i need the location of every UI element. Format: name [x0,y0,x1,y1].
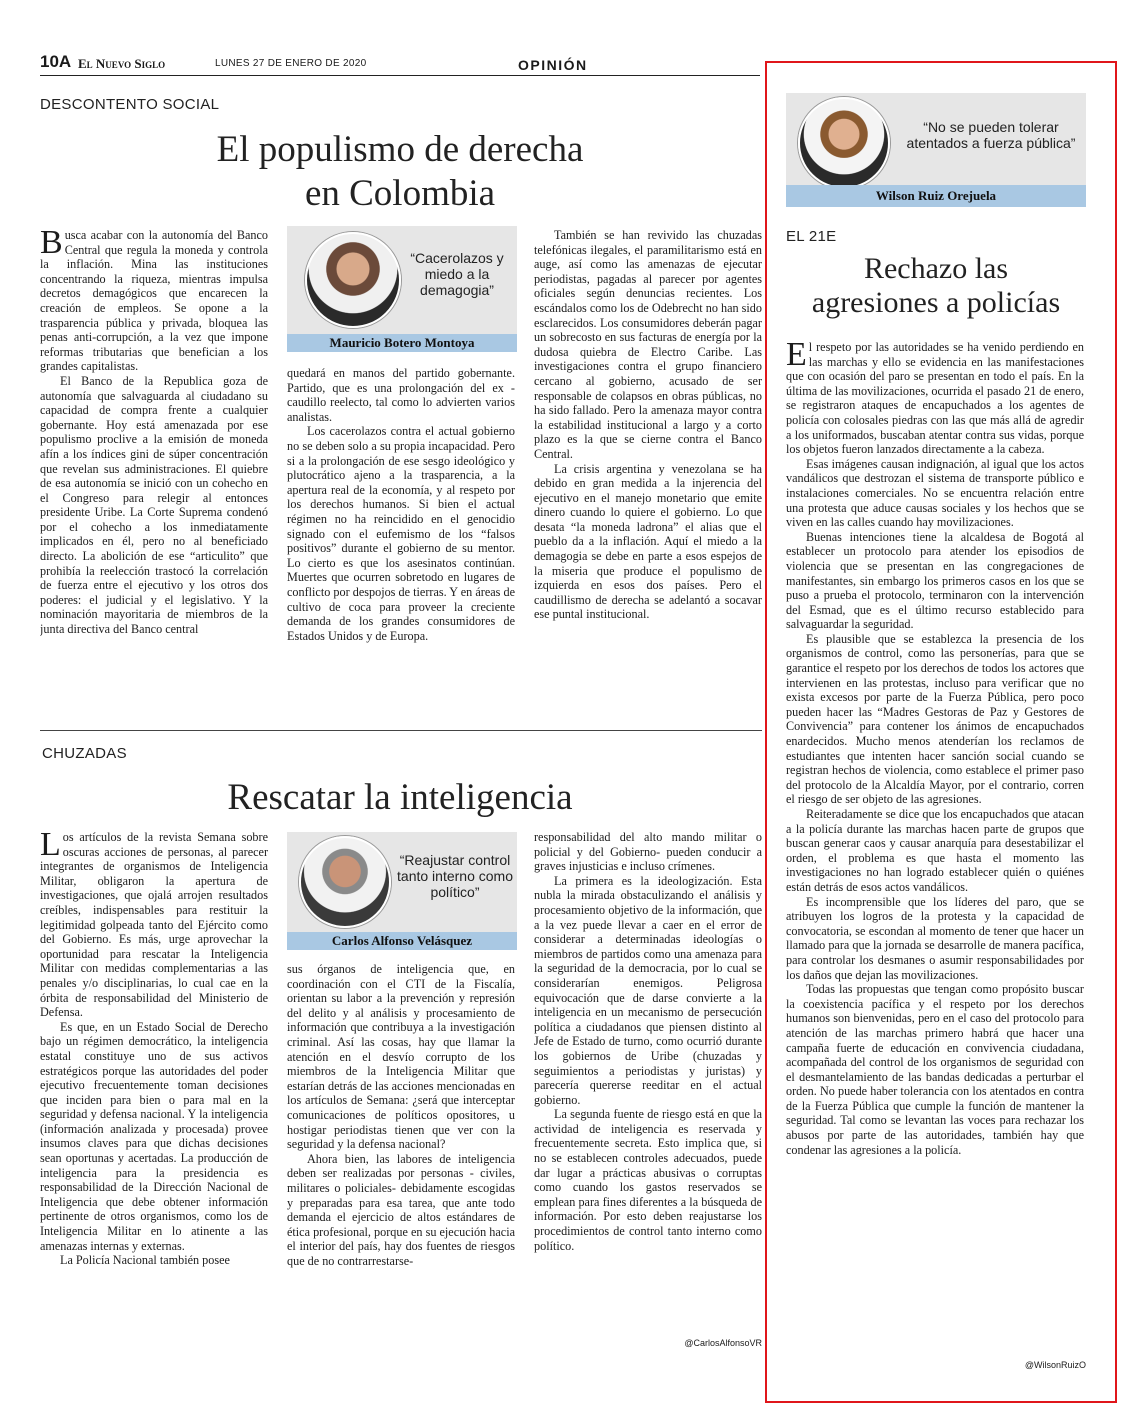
article2-column-3 [534,830,762,1338]
article3-title-line1: Rechazo las [863,252,1009,285]
article3-title [780,252,1092,320]
article3-body [786,340,1084,1354]
article1-title-line2: en Colombia [304,173,496,214]
article1-col2-p2: Los cacerolazos contra el actual gobierno no se deben solo a su propia incapacidad. Pero si a la prolongación de ese sesgo ideológico y plutocrático ajeno a la trasparencia, a la apertura real de la economía, y al respeto por los derechos humanos. Si bien el actual régimen no ha reincidido en el genocidio signado con el eufemismo de los “falsos positivos” durante el gobierno de su mentor. Lo cierto es que los asesinatos continúan. Muertes que ocurren sobretodo en lugares de conflicto por despojos de tierras. Y en áreas de cultivo de coca para proveer la creciente demanda de los grandes consumidores de Estados Unidos y de Europa. [287,424,515,643]
drop-cap: E [786,340,807,373]
article1-author-box [287,226,517,352]
article3-quote: “No se pueden tolerar atentados a fuerza pública” [906,119,1076,151]
article2-quote: “Reajustar control tanto interno como político” [397,852,513,900]
article2-author-handle: @CarlosAlfonsoVR [684,1338,762,1348]
article1-col1-p1: usca acabar con la autonomía del Banco Central que regula la moneda y controla la inflación. Mina las instituciones concentrando la riqueza, mientras impulsa decretos demagógicos que encarecen la creación de empleos. Se opone a la trasparencia pública y privada, bloquea las penas anti-corrupción, a la vez que impone reformas tributarias que benefician a los grandes capitalistas. [40,228,268,374]
author-photo [798,97,890,189]
newspaper-brand: El Nuevo Siglo [78,56,166,71]
article2-col1-p3: La Policía Nacional también posee [60,1253,230,1268]
article3-author-handle: @WilsonRuizO [1024,1360,1086,1370]
page-header [40,52,760,76]
article1-title [40,128,760,216]
article3-p4: Es plausible que se establezca la presencia de los organismos de control, como las personerías, para que se garantice el respeto por los derechos de todos los actores que intervienen en las protestas, incluso para verificar que no exista excesos por parte de la Fuerza Pública, pero poco pueden hacer las “Madres Gestoras de Paz y Gestores de Convivencia” para contener los ánimos de encapuchados enardecidos. Mucho menos atenderían los reclamos de estudiantes que intenten hacer sanción social cuando se registran hechos de violencia, como establece el primer paso del protocolo de la Alcaldía Mayor, por el contrario, corren el riesgo de ser objeto de las agresiones. [786,631,1084,807]
article2-col1-p2: Es que, en un Estado Social de Derecho bajo un régimen democrático, la inteligencia estatal constituye uno de sus activos estratégicos porque las autoridades del poder ejecutivo frecuentemente toman decisiones que inciden para bien o para mal en la seguridad y defensa nacional. Y la inteligencia (información analizada y procesada) provee insumos claves para que dichas decisiones sean oportunas y acertadas. La producción de inteligencia para la presidencia es responsabilidad de la Dirección Nacional de Inteligencia que debe obtener información pertinente de otros organismos, como los de Inteligencia Militar en lo atinente a las amenazas internas y externas. [40,1019,268,1253]
article2-author: Carlos Alfonso Velásquez [287,932,517,950]
article1-col3-p1: También se han revivido las chuzadas telefónicas ilegales, el paramilitarismo está en auge, así como las amenazas de ejecutar periodistas, pagadas al parecer por agentes oficiales según denuncias recientes. Los escándalos como los de Odebrecht no han sido esclarecidos. Los consumidores deberán pagar un sobrecosto en sus facturas de energía por la dudosa quiebra de Electro Caribe. Las investigaciones contra el grupo financiero cercano al gobierno, acusado de ser responsable de colapsos en obras públicas, no ha sido fallado. Pero la amenaza mayor contra la estabilidad institucional a largo y a corto plazo es la que se cierne contra el Banco Central. [534,228,762,461]
article3-p6: Es incomprensible que los líderes del paro, que se atribuyen los logros de la protesta y la capacidad de convocatoria, se escondan al momento de tener que hacer un llamado para que la jornada se desarrolle de manera pacífica, para controlar los desmanes o asumir responsabilidades por los daños que dejan las movilizaciones. [786,894,1084,982]
article1-author: Mauricio Botero Montoya [287,334,517,352]
article1-column-3 [534,228,762,718]
article2-col3-p2: La primera es la ideologización. Esta nubla la mirada obstaculizando el análisis y procesamiento objetivo de la información, que a la vez puede llevar a caer en el error de considerar a determinadas ideologías o miembros de partidos como una amenaza para la seguridad de la democracia, por lo cual se considerarían enemigos. Peligrosa equivocación que de darse convierte a la inteligencia en un mecanismo de persecución política a ciudadanos que piensen distinto al Jefe de Estado de turno, como ocurrió durante los gobiernos de Uribe (chuzadas y seguimientos a periodistas y juristas) y parecería quererse reeditar en el actual gobierno. [534,873,762,1107]
drop-cap: B [40,228,63,261]
article2-column-2 [287,962,515,1350]
article1-title-line1: El populismo de derecha [216,129,584,170]
article1-quote: “Cacerolazos y miedo a la demagogia” [410,250,504,298]
article3-author-box [786,93,1086,209]
article1-col2-p1: quedará en manos del partido gobernante. Partido, que es una prolongación del ex - caudillo reelecto, tal como lo advierten varios analistas. [287,366,515,424]
article3-p2: Esas imágenes causan indignación, al igual que los actos vandálicos que destrozan el sistema de transporte público e instalaciones comerciales. No se encuentra relación entre una protesta que aduce causas sociales y los hechos que se viven en las calles cuando hay movilizaciones. [786,456,1084,530]
article3-kicker: EL 21E [786,228,837,245]
article3-p7: Todas las propuestas que tengan como propósito buscar la coexistencia pacífica y el respeto por los derechos humanos son bienvenidas, pero en el caso del protocolo para atención de las marchas primero habrá que hacer una campaña fuerte de educación en convivencia ciudadana, acompañada del control de los organismos de seguridad con el desmantelamiento de las bandas dedicadas a perturbar el orden. No puede haber tolerancia con los atentados en contra de la Fuerza Pública que cumple la función de mantener la seguridad. Tal como se levantan las voces para rechazar los abusos por parte de las autoridades, también hay que condenar las agresiones a la policía. [786,982,1084,1157]
article2-col2-p1: sus órganos de inteligencia que, en coordinación con el CTI de la Fiscalía, orientan su labor a la prevención y represión del delito y al análisis y procesamiento de información que contribuya a la investigación criminal. Así las cosas, hay que llamar la atención en el desvío corrupto de los miembros de la Inteligencia Militar que estarían detrás de las acciones mencionadas en los artículos de Semana: ¿será que interceptar comunicaciones de políticos opositores, u hostigar periodistas tienen que ver con la seguridad y la defensa nacional? [287,962,515,1152]
article2-kicker: CHUZADAS [42,745,127,762]
article2-column-1 [40,830,268,1350]
drop-cap: L [40,830,61,863]
article2-title: Rescatar la inteligencia [227,777,573,818]
article1-col3-p2: La crisis argentina y venezolana se ha debido en gran medida a la injerencia del ejecutivo en el manejo monetario que emite dinero cuando lo quiere el gobierno. Lo que desata “la moneda ladrona” el alias que el pueblo da a la inflación. Aquí el miedo a la demagogia se debe en parte a esos espejos de la miseria que produce el populismo de izquierda en esos dos países. Pero el caudillismo de derecha se adelantó a socavar ese puntal institucional. [534,461,762,622]
author-photo [299,836,391,928]
section-divider [40,730,762,731]
article2-col3-p1: responsabilidad del alto mando militar o policial y del Gobierno- pueden conducir a graves injusticias e incluso crímenes. [534,830,762,874]
article1-kicker: DESCONTENTO SOCIAL [40,96,220,113]
article1-column-2 [287,366,515,718]
article2-author-box [287,832,517,952]
article1-column-1 [40,228,268,718]
page-number: 10A [40,52,72,71]
article3-p3: Buenas intenciones tiene la alcaldesa de Bogotá al establecer un protocolo para atender los episodios de violencia que se presentan en las congregaciones de manifestantes, sin embargo los primeros casos en los que se puso a prueba el protocolo, terminaron con la intervención del Esmad, que es el último recurso establecido para salvaguardar la seguridad. [786,529,1084,632]
article3-title-line2: agresiones a policías [811,286,1061,319]
article2-col1-p1: os artículos de la revista Semana sobre oscuras acciones de personas, al parecer integrantes de organismos de Inteligencia Militar, obligaron la apertura de investigaciones, que ojalá arrojen resultados creíbles, indispensables para restituir la legitimidad golpeada tanto del Ejército como del Gobierno. Es más, urge aprovechar la oportunidad para rescatar la Inteligencia Militar con medidas complementarias a las penales y/o disciplinarias, lo cual cae en la órbita de responsabilidad del Ministerio de Defensa. [40,830,268,1020]
article1-col1-p2: El Banco de la Republica goza de autonomía que salvaguarda al ciudadano su capacidad de compra frente a cualquier gobernante. Hoy está amenazada por ese populismo proclive a la emisión de moneda afín a los índices gini de súper concentración que revelan sus administraciones. El quiebre de esa autonomía se inició con un cohecho en el Congreso para relegir al entonces presidente Uribe. La Corte Suprema condenó por el cohecho a los inmediatamente implicados en él, pero no al beneficiado directo. La abolición de ese “articulito” que prohibía la reelección trastocó la correlación de fuerza entre el ejecutivo y los otros dos poderes: el judicial y el legislativo. Y la nominación mayoritaria de miembros de la junta directiva del Banco central [40,373,268,637]
issue-date: LUNES 27 DE ENERO DE 2020 [215,58,367,69]
article2-col3-p3: La segunda fuente de riesgo está en que la actividad de inteligencia es reservada y frecuentemente secreta. Esto implica que, si no se establecen controles adecuados, puede dar lugar a prácticas abusivas o corruptas como cuando los gastos reservados se emplean para fines diferentes a la búsqueda de información. Por esto deben reajustarse los procedimientos de control tanto interno como político. [534,1107,762,1253]
section-name: OPINIÓN [518,57,588,73]
article3-p5: Reiteradamente se dice que los encapuchados que atacan a la policía durante las marchas hacen parte de grupos que buscan generar caos y causar anarquía para desestabilizar el orden, el problema es que hasta el momento las investigaciones no han logrado establecer quién o quiénes están detrás de esos actos vandálicos. [786,807,1084,894]
article3-author: Wilson Ruiz Orejuela [786,185,1086,207]
article2-col2-p2: Ahora bien, las labores de inteligencia deben ser realizadas por personas - civiles, militares o policiales- debidamente escogidas y preparadas para esa tarea, que ante todo demanda el ejercicio de altos estándares de ética profesional, porque en su ejecución hacia el interior del país, hay dos fuentes de riesgos que de no contrarrestarse- [287,1151,515,1268]
article3-p1: l respeto por las autoridades se ha venido perdiendo en las marchas y ello se evidencia en las manifestaciones que con ocasión del paro se presentan en todo el país. En la última de las movilizaciones, ocurrida el pasado 21 de enero, se registraron ataques de encapuchados a los agentes de policía con colosales piedras con las que más allá de agredir a los uniformados, buscaban atentar contra sus vidas, porque los objetos fueron lanzados directamente a la cabeza. [786,340,1084,457]
author-photo [305,232,401,328]
